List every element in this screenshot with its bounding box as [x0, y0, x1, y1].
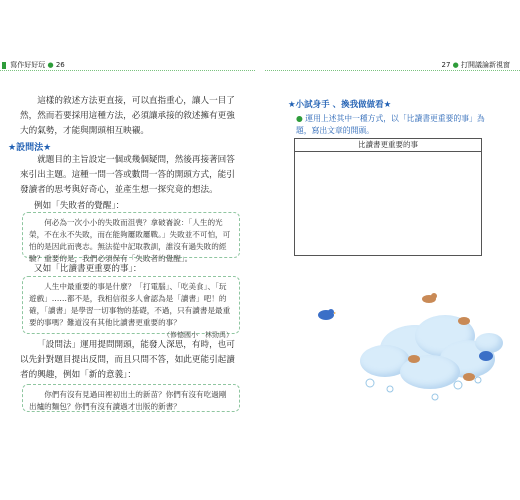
- example-box-3: [22, 384, 240, 412]
- bird-icon: [462, 371, 476, 383]
- answer-table-header: 比讀書更重要的事: [295, 139, 481, 152]
- right-header-rule: [265, 70, 520, 71]
- example-intro: 又如「比讀書更重要的事」：: [34, 264, 142, 274]
- bird-icon: [456, 314, 472, 326]
- answer-area[interactable]: [295, 152, 481, 256]
- example-intro: 例如「失敗者的覺醒」：: [34, 201, 125, 211]
- left-header-rule: [0, 70, 255, 71]
- separator-dot: ●: [47, 61, 54, 69]
- chapter-title: 打開議論新視窗: [461, 61, 510, 69]
- section-heading: ★設問法★: [8, 143, 52, 153]
- example-text: 你們有沒有見過田裡初出土的新苗？你們有沒有吃過剛出爐的麵包？你們有沒有讀過才出版的新書？: [29, 390, 227, 411]
- separator-dot: ●: [452, 61, 459, 69]
- left-running-header: [2, 60, 65, 70]
- example-box-1: [22, 212, 240, 263]
- paragraph-followup: 「設問法」運用提問開頭，能發人深思，有時，也可以先針對題目提出反問，而且只問不答，如此更能引起讀者的興趣，例如「新的意義」：: [20, 340, 235, 380]
- bird-icon: [478, 348, 494, 362]
- right-running-header: [442, 60, 511, 70]
- example-box-2: [22, 276, 240, 339]
- example-attribution: （修德國小 林勁禹）: [163, 331, 233, 339]
- bullet-icon: ●: [296, 114, 303, 123]
- exercise-title: ★小試身手 、換我做做看★: [288, 100, 392, 110]
- instruction-text: 運用上述其中一種方式，以「比讀書更重要的事」為題，寫出文章的開頭。: [296, 114, 485, 135]
- example-text: 何必為一次小小的失敗而沮喪？拿破崙說：「人生的光榮，不在永不失敗，而在能夠屢敗屢戰。」失敗並不可怕，可怕的是因此而喪志。無法從中記取教訓，誰沒有過失敗的經驗？重要的是，我們必須保有「失敗者的覺醒」。: [29, 218, 231, 263]
- book-title: 寫作好好玩: [10, 61, 46, 69]
- exercise-instruction: [296, 113, 486, 137]
- paragraph-intro: 這樣的敘述方法更直接，可以直指重心，讓人一目了然，然而若要採用這種方法，必須讓承接的敘述擁有更強大的氣勢，才能與開頭相互映襯。: [20, 96, 235, 136]
- header-marker: [2, 62, 6, 69]
- bird-icon: [316, 306, 336, 322]
- bird-icon: [420, 291, 438, 305]
- bird-icon: [406, 352, 422, 364]
- example-text: 人生中最重要的事是什麼？「打電腦」、「吃美食」、「玩遊戲」……都不是，我相信很多人會認為是「讀書」吧！的確，「讀書」是學習一切事物的基礎，不過，只有讀書是最重要的事嗎？難道沒有其他比讀書更重要的事？: [29, 282, 231, 327]
- right-page-number: 27: [441, 61, 451, 69]
- left-page-number: 26: [55, 61, 65, 69]
- answer-table: [294, 138, 482, 256]
- paragraph-method: 就題目的主旨設定一個或幾個疑問，然後再接著回答來引出主題。這種一問一答或數問一答的開頭方式，能引發讀者的思考與好奇心，並產生想一探究竟的想法。: [20, 155, 235, 195]
